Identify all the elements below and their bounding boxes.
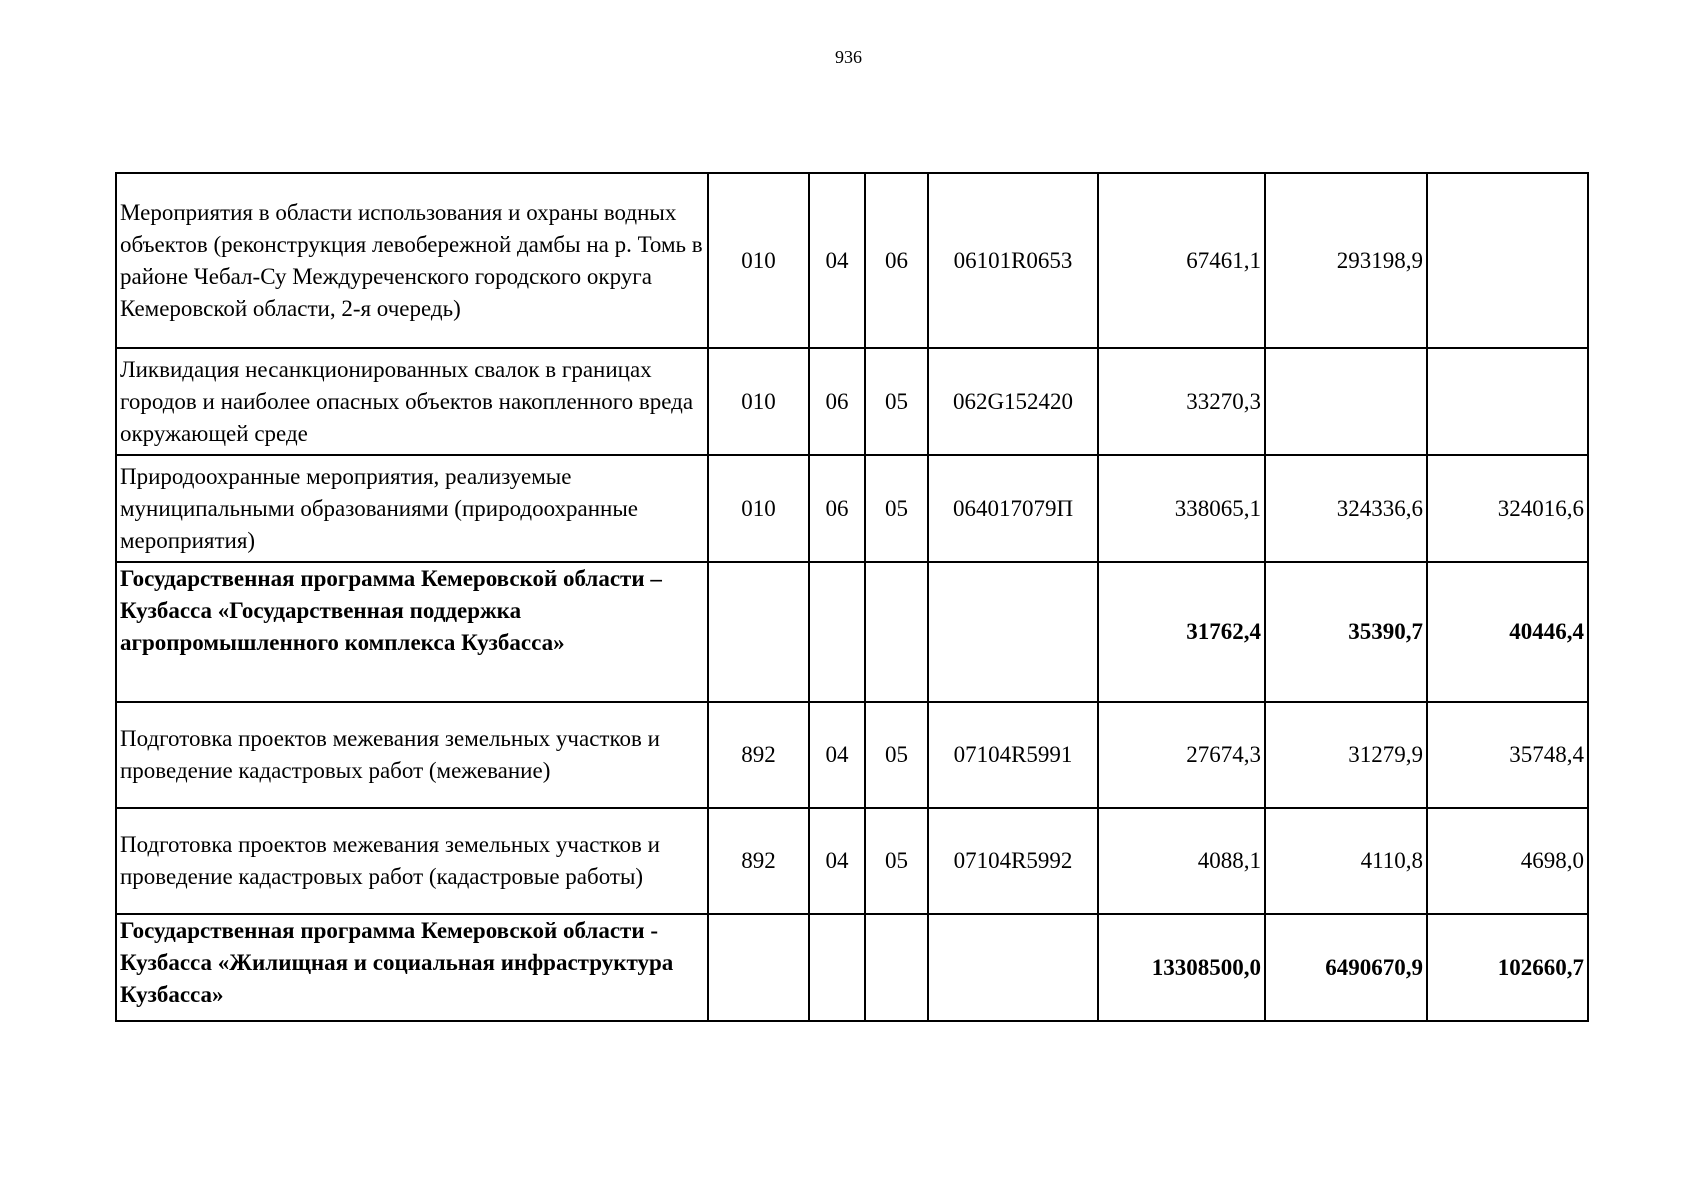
row-value-year2: 6490670,9 xyxy=(1265,914,1427,1021)
row-value-year1: 338065,1 xyxy=(1098,455,1265,562)
row-pr-code: 05 xyxy=(865,455,928,562)
table-row xyxy=(116,562,1588,702)
table-row xyxy=(116,173,1588,348)
row-csr-code xyxy=(928,562,1098,702)
row-pr-code xyxy=(865,562,928,702)
row-name: Государственная программа Кемеровской области – Кузбасса «Государственная поддержка агропромышленного комплекса Кузбасса» xyxy=(116,562,708,702)
row-value-year1: 33270,3 xyxy=(1098,348,1265,455)
row-value-year2: 324336,6 xyxy=(1265,455,1427,562)
row-name: Мероприятия в области использования и охраны водных объектов (реконструкция левобережной дамбы на р. Томь в районе Чебал-Су Междуреченского городского округа Кемеровской области, 2-я очередь) xyxy=(116,173,708,348)
row-rz-code: 04 xyxy=(809,702,865,808)
row-value-year3: 102660,7 xyxy=(1427,914,1588,1021)
row-pr-code: 06 xyxy=(865,173,928,348)
row-gr-code: 010 xyxy=(708,455,809,562)
row-name: Подготовка проектов межевания земельных участков и проведение кадастровых работ (межевание) xyxy=(116,702,708,808)
row-value-year3: 4698,0 xyxy=(1427,808,1588,914)
row-value-year3: 324016,6 xyxy=(1427,455,1588,562)
row-value-year1: 13308500,0 xyxy=(1098,914,1265,1021)
row-rz-code xyxy=(809,914,865,1021)
budget-table xyxy=(115,172,1589,1022)
row-name: Государственная программа Кемеровской области - Кузбасса «Жилищная и социальная инфраструктура Кузбасса» xyxy=(116,914,708,1021)
row-rz-code: 04 xyxy=(809,173,865,348)
row-name: Природоохранные мероприятия, реализуемые муниципальными образованиями (природоохранные мероприятия) xyxy=(116,455,708,562)
row-pr-code: 05 xyxy=(865,702,928,808)
row-csr-code: 07104R5992 xyxy=(928,808,1098,914)
row-csr-code xyxy=(928,914,1098,1021)
row-csr-code: 064017079П xyxy=(928,455,1098,562)
row-csr-code: 062G152420 xyxy=(928,348,1098,455)
row-rz-code: 06 xyxy=(809,455,865,562)
row-value-year1: 67461,1 xyxy=(1098,173,1265,348)
table-row xyxy=(116,455,1588,562)
row-rz-code: 04 xyxy=(809,808,865,914)
row-value-year2: 35390,7 xyxy=(1265,562,1427,702)
row-value-year2: 293198,9 xyxy=(1265,173,1427,348)
row-value-year3 xyxy=(1427,173,1588,348)
row-pr-code: 05 xyxy=(865,808,928,914)
table-row xyxy=(116,702,1588,808)
row-csr-code: 06101R0653 xyxy=(928,173,1098,348)
row-value-year2: 31279,9 xyxy=(1265,702,1427,808)
row-csr-code: 07104R5991 xyxy=(928,702,1098,808)
row-name: Подготовка проектов межевания земельных участков и проведение кадастровых работ (кадастровые работы) xyxy=(116,808,708,914)
row-gr-code xyxy=(708,562,809,702)
row-value-year2 xyxy=(1265,348,1427,455)
row-value-year3: 35748,4 xyxy=(1427,702,1588,808)
page-number: 936 xyxy=(835,47,862,67)
table-row xyxy=(116,808,1588,914)
row-gr-code: 010 xyxy=(708,348,809,455)
row-value-year2: 4110,8 xyxy=(1265,808,1427,914)
row-gr-code: 010 xyxy=(708,173,809,348)
row-value-year1: 27674,3 xyxy=(1098,702,1265,808)
row-pr-code: 05 xyxy=(865,348,928,455)
row-value-year1: 31762,4 xyxy=(1098,562,1265,702)
table-row xyxy=(116,914,1588,1021)
row-rz-code xyxy=(809,562,865,702)
row-gr-code: 892 xyxy=(708,808,809,914)
row-name: Ликвидация несанкционированных свалок в границах городов и наиболее опасных объектов накопленного вреда окружающей среде xyxy=(116,348,708,455)
table-row xyxy=(116,348,1588,455)
row-pr-code xyxy=(865,914,928,1021)
row-value-year1: 4088,1 xyxy=(1098,808,1265,914)
row-value-year3: 40446,4 xyxy=(1427,562,1588,702)
row-value-year3 xyxy=(1427,348,1588,455)
row-rz-code: 06 xyxy=(809,348,865,455)
row-gr-code: 892 xyxy=(708,702,809,808)
row-gr-code xyxy=(708,914,809,1021)
